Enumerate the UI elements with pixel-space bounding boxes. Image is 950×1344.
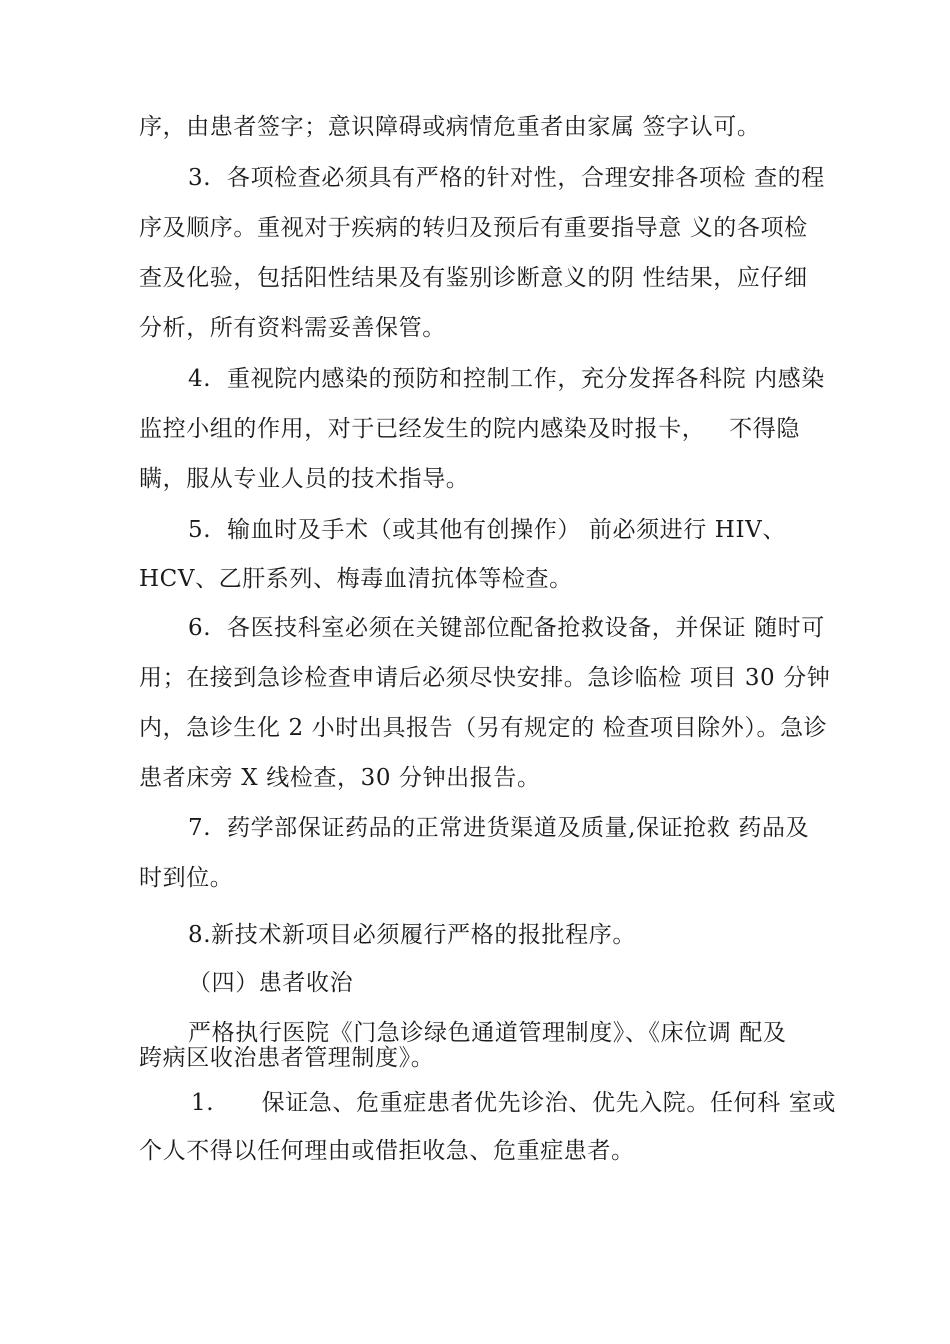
paragraph-line: 7. 药学部保证药品的正常进货渠道及质量,保证抢救 药品及	[188, 815, 810, 841]
paragraph-line: 严格执行医院《门急诊绿色通道管理制度》、《床位调 配及	[188, 1020, 787, 1046]
paragraph-line: 5. 输血时及手术（或其他有创操作） 前必须进行 HIV、	[188, 517, 786, 543]
paragraph-line: HCV、乙肝系列、梅毒血清抗体等检查。	[139, 566, 573, 592]
paragraph-line: 8.新技术新项目必须履行严格的报批程序。	[188, 922, 636, 948]
paragraph-line: 用；在接到急诊检查申请后必须尽快安排。急诊临检 项目 30 分钟	[139, 665, 831, 691]
paragraph-line: 瞒，服从专业人员的技术指导。	[139, 466, 470, 492]
paragraph-line: 序及顺序。重视对于疾病的转归及预后有重要指导意 义的各项检	[139, 215, 808, 241]
paragraph-line: 1. 保证急、危重症患者优先诊治、优先入院。任何科 室或	[191, 1090, 836, 1116]
paragraph-line: 跨病区收治患者管理制度》。	[139, 1045, 435, 1071]
paragraph-line: 4. 重视院内感染的预防和控制工作，充分发挥各科院 内感染	[188, 366, 825, 392]
paragraph-line: 序，由患者签字；意识障碍或病情危重者由家属 签字认可。	[139, 114, 761, 140]
paragraph-line: 个人不得以任何理由或借拒收急、危重症患者。	[139, 1138, 635, 1164]
paragraph-line: 3. 各项检查必须具有严格的针对性，合理安排各项检 查的程	[188, 165, 825, 191]
paragraph-line: 查及化验，包括阳性结果及有鉴别诊断意义的阴 性结果，应仔细	[139, 265, 808, 291]
section-heading: （四）患者收治	[188, 970, 354, 996]
paragraph-line: 6. 各医技科室必须在关键部位配备抢救设备，并保证 随时可	[188, 615, 825, 641]
paragraph-line: 分析，所有资料需妥善保管。	[139, 315, 446, 341]
paragraph-line: 监控小组的作用，对于已经发生的院内感染及时报卡， 不得隐	[139, 416, 800, 442]
paragraph-line: 内，急诊生化 2 小时出具报告（另有规定的 检查项目除外）。急诊	[139, 715, 828, 741]
paragraph-line: 患者床旁 X 线检查，30 分钟出报告。	[139, 765, 541, 791]
paragraph-line: 时到位。	[139, 865, 234, 891]
